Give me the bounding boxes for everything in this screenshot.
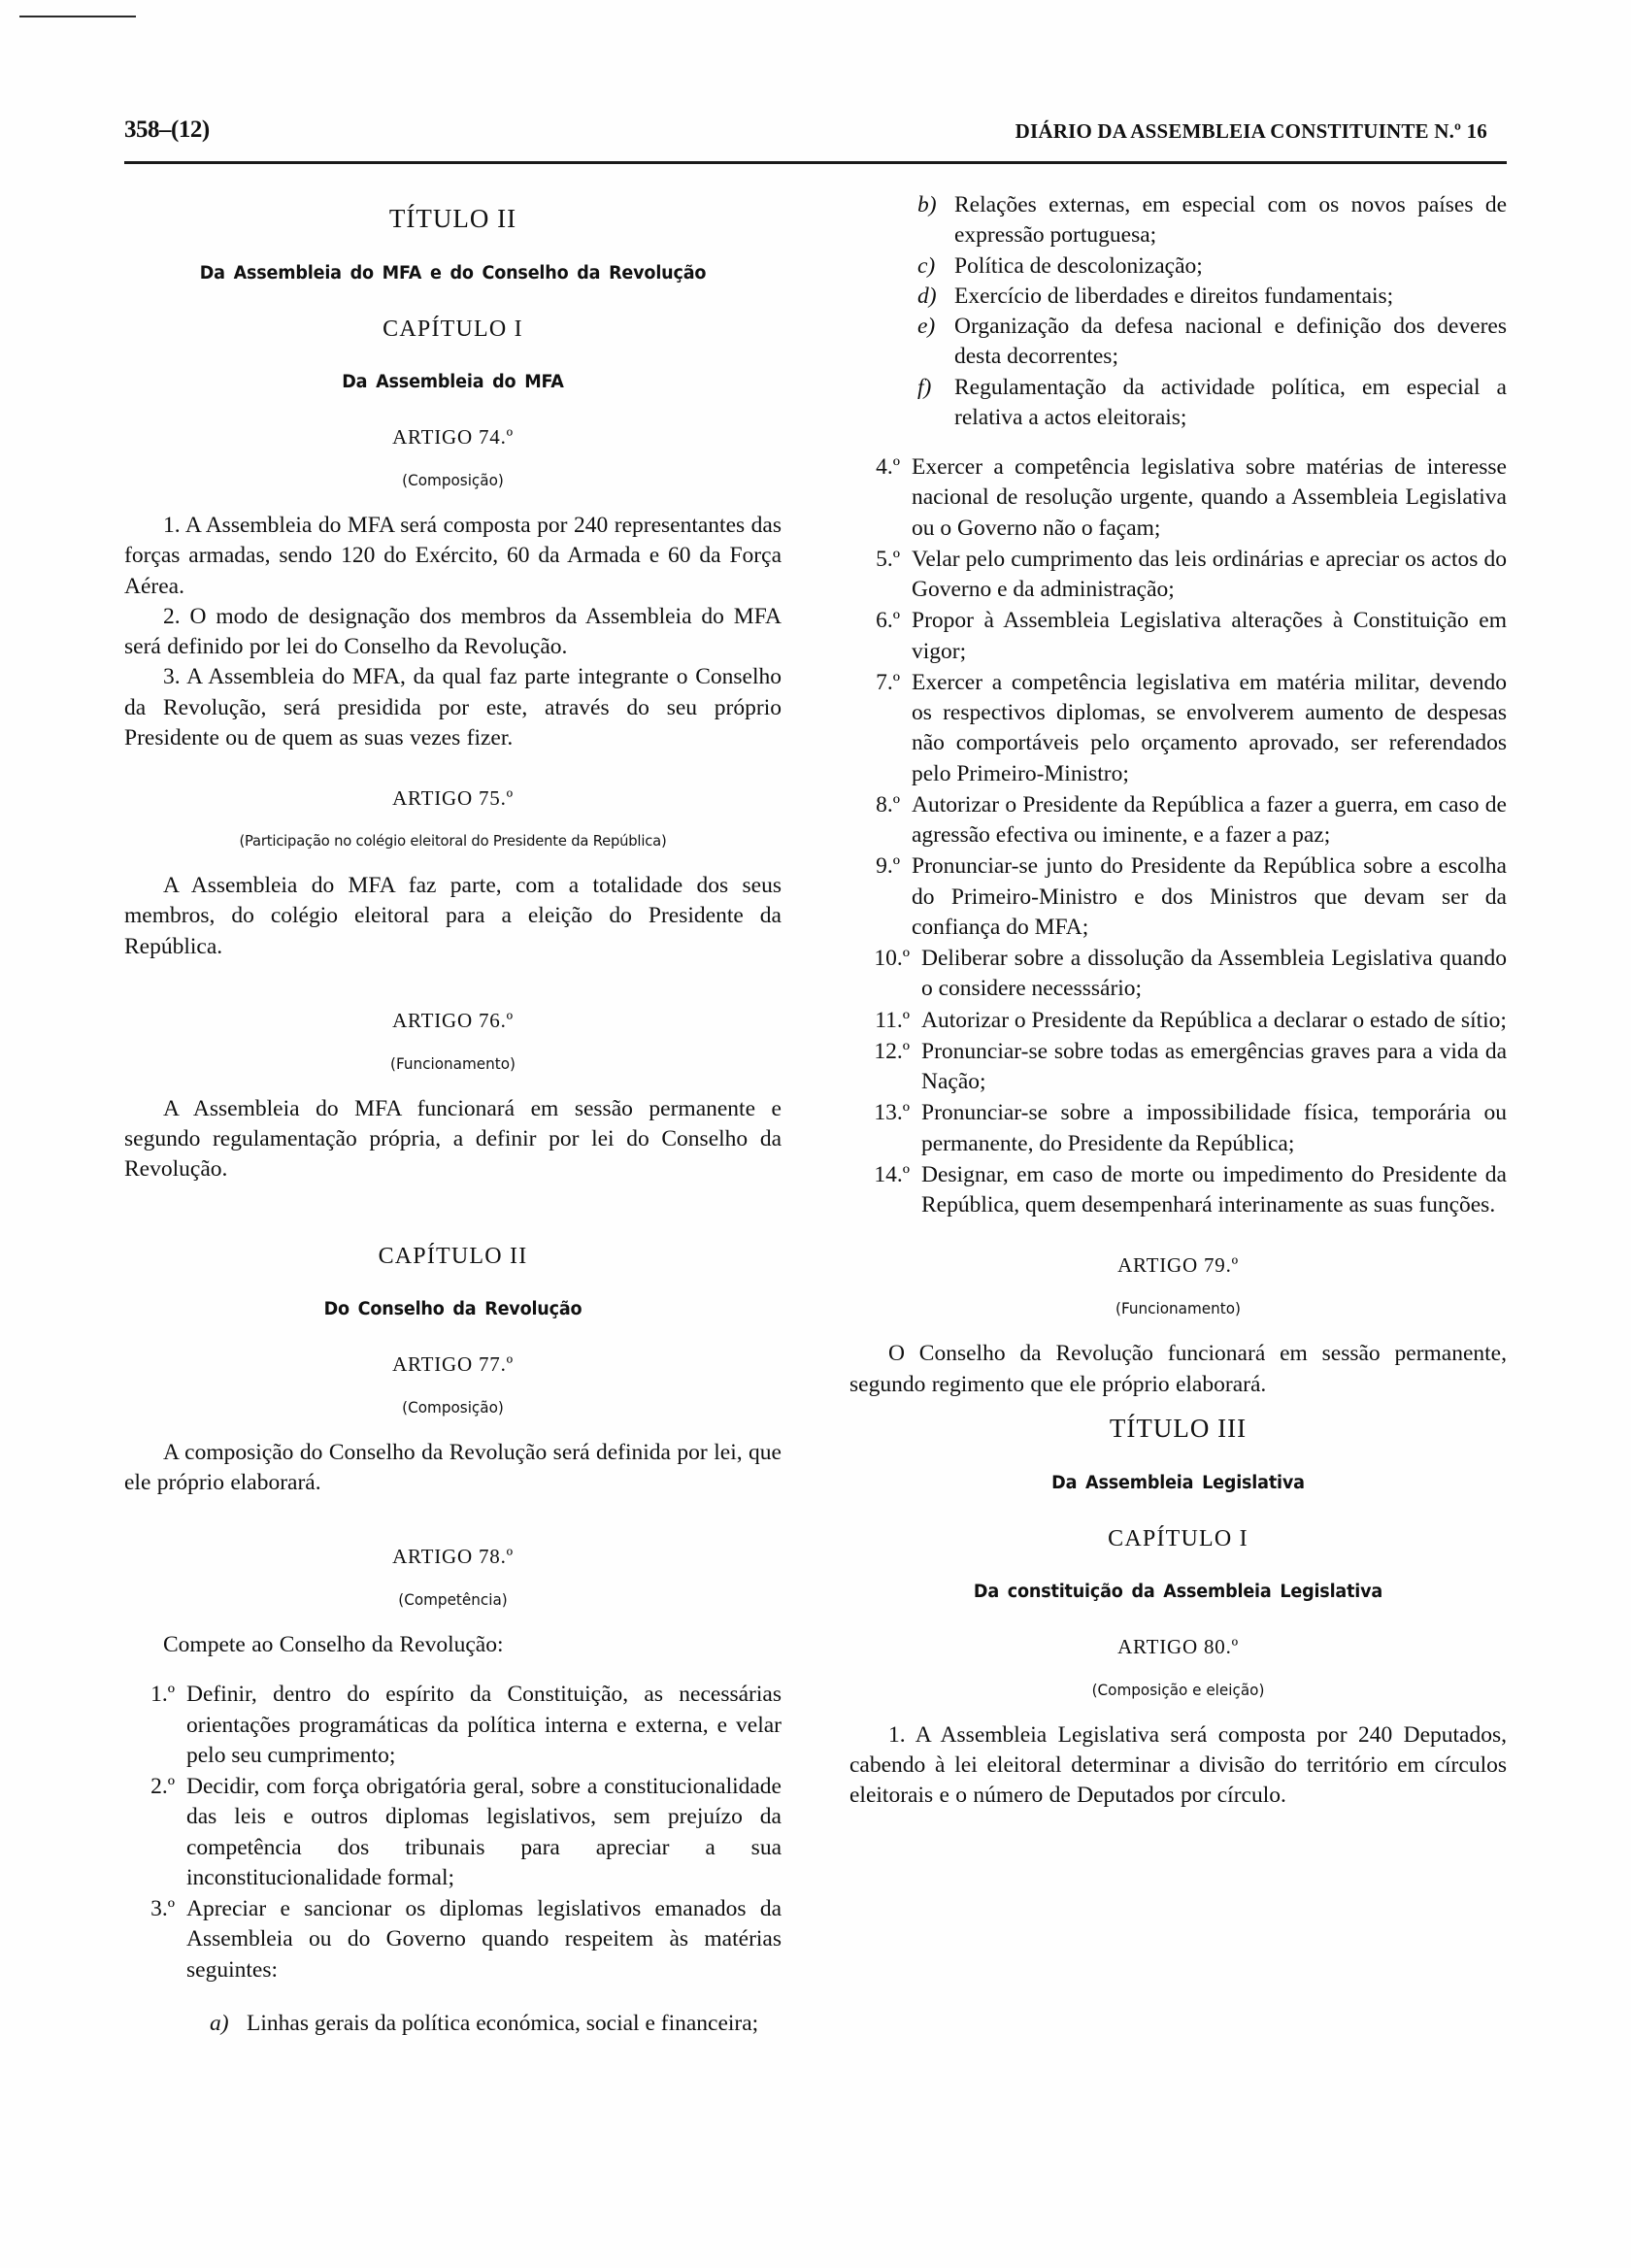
heading-artigo-75: ARTIGO 75.º <box>392 786 514 810</box>
paren-artigo-74: (Composição) <box>402 471 504 489</box>
list-item <box>849 1037 1507 1098</box>
artigo-78-lettered-list-continued <box>849 190 1507 433</box>
journal-title: DIÁRIO DA ASSEMBLEIA CONSTITUINTE N.º 16 <box>1015 119 1487 143</box>
list-item-text: Regulamentação da actividade política, em especial a relativa a actos eleitorais; <box>954 374 1507 430</box>
section-spacer <box>124 1498 782 1512</box>
list-item-text: Apreciar e sancionar os diplomas legislativos emanados da Assembleia ou do Governo quando respeitem às matérias seguintes: <box>186 1896 782 1983</box>
list-item-marker: 14.º <box>874 1161 910 1187</box>
list-item-text: Pronunciar-se sobre a impossibilidade física, temporária ou permanente, do Presidente da República; <box>921 1100 1507 1156</box>
list-item-marker: e) <box>917 314 936 339</box>
list-item <box>849 790 1507 851</box>
list-item-text: Autorizar o Presidente da República a declarar o estado de sítio; <box>921 1007 1507 1033</box>
artigo-74-paragraph-2: 2. O modo de designação dos membros da Assembleia do MFA será definido por lei do Conselho da Revolução. <box>124 603 782 659</box>
list-item-text: Relações externas, em especial com os novos países de expressão portuguesa; <box>954 192 1507 249</box>
heading-artigo-74: ARTIGO 74.º <box>392 425 514 449</box>
left-column <box>124 190 782 2039</box>
list-item <box>124 1772 782 1893</box>
section-spacer <box>124 962 782 976</box>
heading-capitulo-i: CAPÍTULO I <box>383 317 523 342</box>
paren-artigo-75: (Participação no colégio eleitoral do Presidente da República) <box>239 832 667 850</box>
list-item-text: Exercer a competência legislativa em matéria militar, devendo os respectivos diplomas, se envolverem aumento de despesas não comportáveis pelo orçamento aprovado, ser referendados pelo Primeiro-Ministro; <box>912 669 1507 786</box>
artigo-78-numbered-list-left <box>124 1680 782 1985</box>
list-item-marker: 9.º <box>876 853 900 880</box>
section-spacer <box>124 1185 782 1211</box>
list-item <box>849 944 1507 1005</box>
list-item-marker: 7.º <box>876 669 900 695</box>
list-item-text: Designar, em caso de morte ou impedimento do Presidente da República, quem desempenhará interinamente as suas funções. <box>921 1161 1507 1217</box>
list-item-marker: 4.º <box>876 454 900 480</box>
heading-capitulo-ii: CAPÍTULO II <box>378 1243 528 1269</box>
paren-artigo-78: (Competência) <box>398 1590 508 1609</box>
list-item <box>917 282 1507 312</box>
list-item-text: Linhas gerais da política económica, social e financeira; <box>247 2010 759 2036</box>
list-item-marker: 13.º <box>874 1100 910 1126</box>
paren-artigo-79: (Funcionamento) <box>1115 1299 1241 1318</box>
artigo-78-numbered-list-continued <box>849 452 1507 1220</box>
artigo-74-paragraph-1: 1. A Assembleia do MFA será composta por 240 representantes das forças armadas, sendo 120 do Exército, 60 da Armada e 60 da Força Aérea. <box>124 513 782 599</box>
list-item-text: Pronunciar-se junto do Presidente da República sobre a escolha do Primeiro-Ministro e dos Ministros que devam ser da confiança do MFA; <box>912 853 1507 940</box>
list-item-marker: 5.º <box>876 546 900 572</box>
list-item-text: Propor à Assembleia Legislativa alterações à Constituição em vigor; <box>912 608 1507 664</box>
list-item-marker: 2.º <box>150 1774 175 1799</box>
list-item-marker: 12.º <box>874 1038 910 1064</box>
heading-artigo-78: ARTIGO 78.º <box>392 1545 514 1568</box>
subheading-capitulo-ii: Do Conselho da Revolução <box>323 1298 582 1319</box>
list-item-text: Definir, dentro do espírito da Constituição, as necessárias orientações programáticas da política interna e externa, e velar pelo seu cumprimento; <box>186 1682 782 1768</box>
list-item-marker: 3.º <box>150 1896 175 1921</box>
list-item-marker: a) <box>210 2010 229 2036</box>
artigo-79-paragraph-1: O Conselho da Revolução funcionará em sessão permanente, segundo regimento que ele próprio elaborará. <box>849 1341 1507 1397</box>
folio-number: 358–(12) <box>124 117 210 143</box>
subheading-capitulo-i-right: Da constituição da Assembleia Legislativa <box>973 1581 1383 1602</box>
list-item-marker: 10.º <box>874 946 910 971</box>
list-item <box>849 1006 1507 1036</box>
list-item-text: Organização da defesa nacional e definição dos deveres desta decorrentes; <box>954 314 1507 370</box>
list-item-text: Exercício de liberdades e direitos fundamentais; <box>954 283 1394 309</box>
body-columns <box>124 190 1507 2039</box>
list-item <box>917 373 1507 434</box>
list-item-marker: f) <box>917 374 932 400</box>
list-item-text: Decidir, com força obrigatória geral, sobre a constitucionalidade das leis e outros diplomas legislativos, sem prejuízo da competência dos tribunais para apreciar a sua inconstitucionalidade formal; <box>186 1774 782 1890</box>
list-item <box>849 1098 1507 1159</box>
corner-rule <box>19 16 136 17</box>
list-item <box>210 2009 782 2039</box>
masthead-rule <box>124 161 1507 164</box>
list-item <box>849 1160 1507 1221</box>
heading-capitulo-i-right: CAPÍTULO I <box>1108 1525 1248 1551</box>
artigo-75-paragraph-1: A Assembleia do MFA faz parte, com a totalidade dos seus membros, do colégio eleitoral para a eleição do Presidente da República. <box>124 873 782 959</box>
heading-titulo-iii: TÍTULO III <box>1109 1413 1248 1443</box>
list-item <box>849 545 1507 606</box>
heading-artigo-79: ARTIGO 79.º <box>1117 1253 1239 1278</box>
list-item <box>849 452 1507 544</box>
artigo-78-lettered-list-left <box>124 2009 782 2039</box>
artigo-77-paragraph-1: A composição do Conselho da Revolução será definida por lei, que ele próprio elaborará. <box>124 1439 782 1495</box>
list-item <box>917 190 1507 251</box>
subheading-titulo-ii: Da Assembleia do MFA e do Conselho da Revolução <box>199 263 707 284</box>
list-item-marker: c) <box>917 252 936 279</box>
heading-artigo-77: ARTIGO 77.º <box>392 1351 514 1376</box>
list-item-text: Deliberar sobre a dissolução da Assembleia Legislativa quando o considere necesssário; <box>921 946 1507 1002</box>
list-item <box>849 851 1507 943</box>
heading-artigo-80: ARTIGO 80.º <box>1117 1634 1239 1658</box>
list-item-text: Velar pelo cumprimento das leis ordinárias e apreciar os actos do Governo e da administração; <box>912 546 1507 602</box>
page-masthead <box>124 117 1507 161</box>
artigo-78-lead-in: Compete ao Conselho da Revolução: <box>163 1632 504 1657</box>
list-item-text: Política de descolonização; <box>954 252 1203 279</box>
list-item <box>124 1680 782 1771</box>
paren-artigo-80: (Composição e eleição) <box>1091 1680 1265 1699</box>
list-item <box>917 251 1507 282</box>
list-item-text: Autorizar o Presidente da República a fazer a guerra, em caso de agressão efectiva ou iminente, e a fazer a paz; <box>912 791 1507 848</box>
list-item-marker: 1.º <box>150 1682 175 1708</box>
heading-artigo-76: ARTIGO 76.º <box>392 1008 514 1032</box>
list-item-text: Pronunciar-se sobre todas as emergências graves para a vida da Nação; <box>921 1038 1507 1094</box>
heading-titulo-ii: TÍTULO II <box>388 204 517 233</box>
artigo-74-paragraph-3: 3. A Assembleia do MFA, da qual faz parte integrante o Conselho da Revolução, será presidida por este, através do seu próprio Presidente ou de quem as suas vezes fizer. <box>124 664 782 750</box>
list-item <box>849 606 1507 667</box>
list-item-marker: 11.º <box>875 1007 910 1033</box>
list-item-text: Exercer a competência legislativa sobre matérias de interesse nacional de resolução urgente, quando a Assembleia Legislativa ou o Governo não o façam; <box>912 454 1507 541</box>
paren-artigo-76: (Funcionamento) <box>390 1053 516 1073</box>
list-item <box>124 1894 782 1985</box>
list-item-marker: d) <box>917 283 937 309</box>
list-item-marker: 8.º <box>876 791 900 817</box>
right-column <box>849 190 1507 2039</box>
artigo-80-paragraph-1: 1. A Assembleia Legislativa será composta por 240 Deputados, cabendo à lei eleitoral determinar a divisão do território em círculos eleitorais e o número de Deputados por círculo. <box>849 1721 1507 1809</box>
subheading-titulo-iii: Da Assembleia Legislativa <box>1051 1472 1305 1493</box>
list-item-marker: b) <box>917 192 937 217</box>
artigo-76-paragraph-1: A Assembleia do MFA funcionará em sessão permanente e segundo regulamentação própria, a definir por lei do Conselho da Revolução. <box>124 1095 782 1183</box>
list-item-marker: 6.º <box>876 608 900 634</box>
list-item <box>849 668 1507 789</box>
list-item <box>917 312 1507 373</box>
paren-artigo-77: (Composição) <box>402 1397 504 1417</box>
subheading-capitulo-i: Da Assembleia do MFA <box>342 372 564 392</box>
